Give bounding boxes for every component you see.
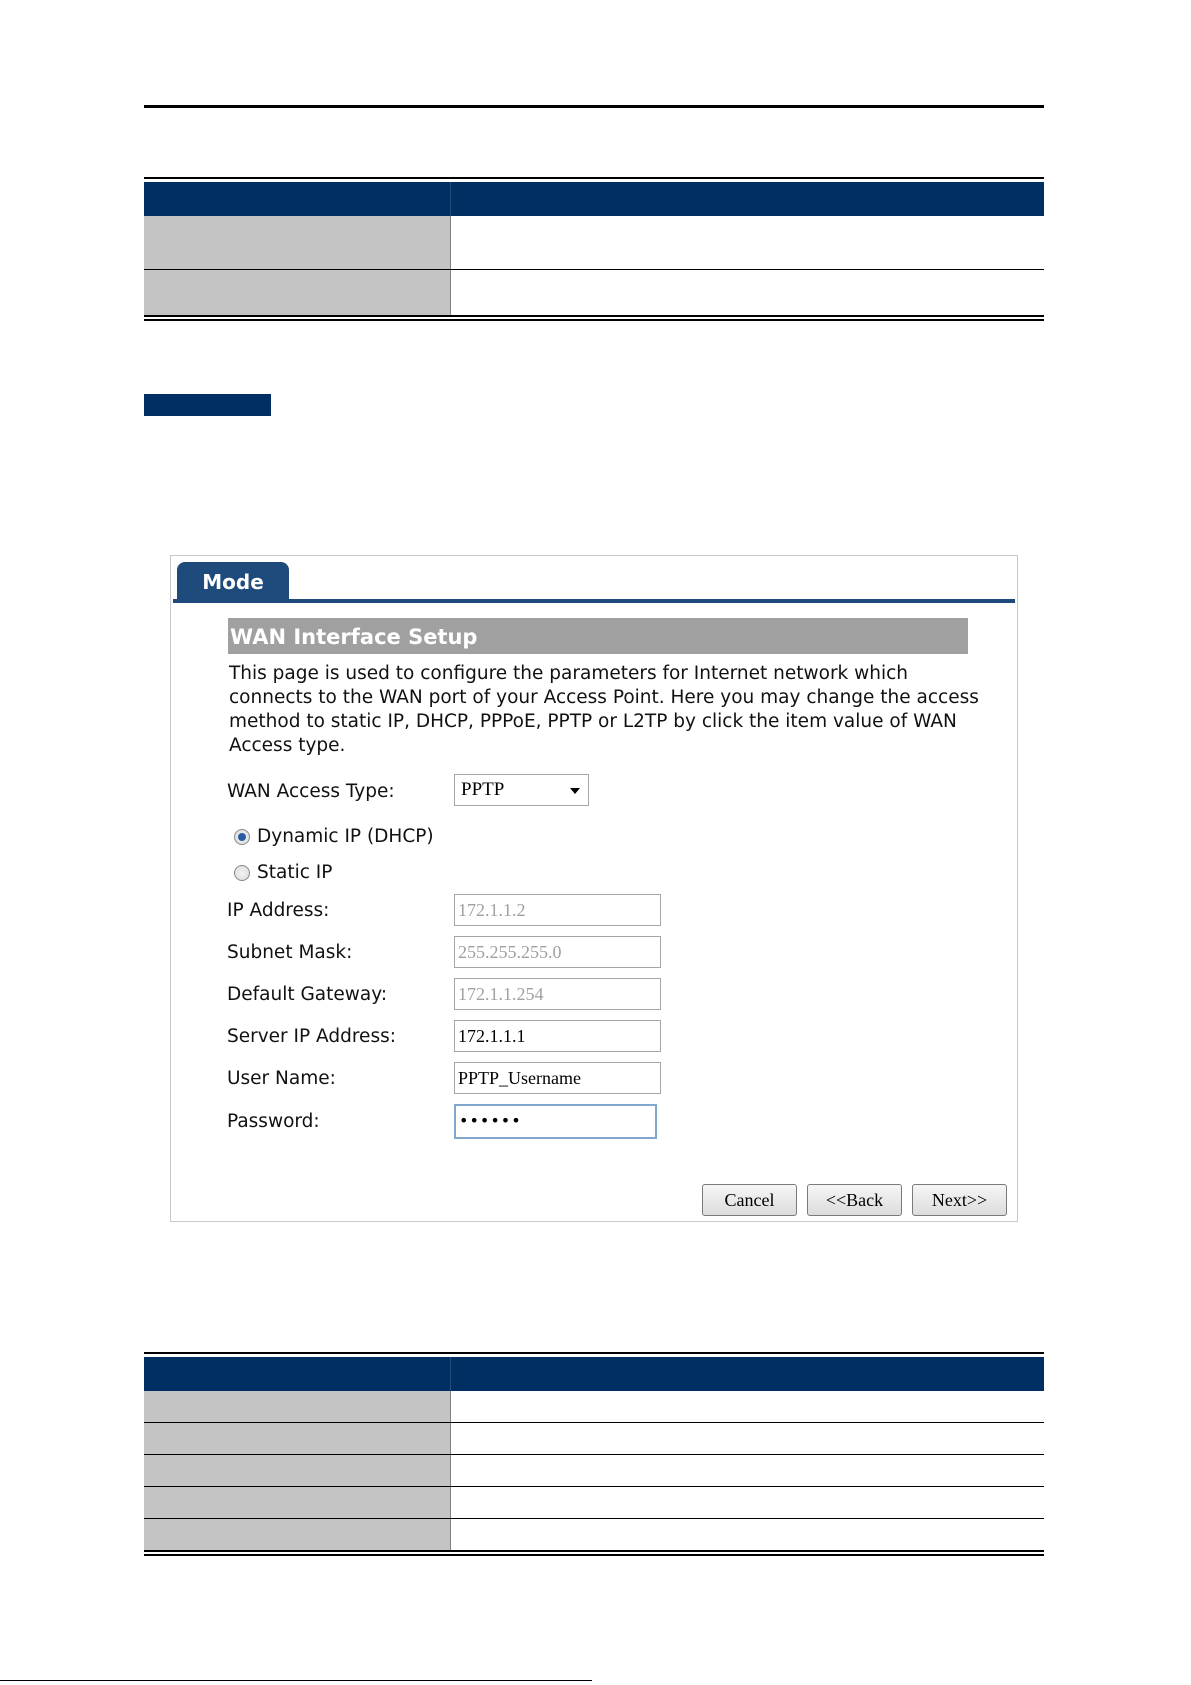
table-cell [144,216,451,269]
table-row [144,1519,1044,1550]
subnet-mask-input[interactable]: 255.255.255.0 [454,936,661,968]
table-bottom-rule [144,1550,1044,1552]
table-row [144,1391,1044,1423]
table-top-rule [144,1352,1044,1354]
wan-access-type-label: WAN Access Type: [227,781,395,802]
table-cell [451,1391,1044,1422]
page-description: This page is used to configure the parameters for Internet network which connects to the WAN port of your Access Point. Here you may change the access method to static IP, DHCP, PPPoE, PPTP or L2TP by click the item value of WAN Access type. [229,663,979,756]
radio-static-ip-label: Static IP [257,862,333,883]
table-header-cell [144,182,451,216]
table-top-rule [144,177,1044,179]
wan-setup-screenshot [170,555,1018,1222]
default-gateway-input[interactable]: 172.1.1.254 [454,978,661,1010]
table-cell [451,1519,1044,1550]
radio-static-ip[interactable] [234,865,250,881]
default-gateway-label: Default Gateway: [227,984,388,1005]
page-header-rule [144,105,1044,108]
tab-mode[interactable]: Mode [177,562,289,599]
table-cell [144,1519,451,1550]
subnet-mask-label: Subnet Mask: [227,942,353,963]
table-row [144,216,1044,270]
table-cell [144,1423,451,1454]
server-ip-input[interactable]: 172.1.1.1 [454,1020,661,1052]
table-cell [451,1455,1044,1486]
radio-dynamic-ip-label: Dynamic IP (DHCP) [257,826,434,847]
table-cell [451,1423,1044,1454]
table-bottom-rule [144,315,1044,317]
wan-access-type-value: PPTP [461,779,505,800]
table-row [144,1423,1044,1455]
next-button[interactable]: Next>> [912,1184,1007,1216]
table-header-row [144,1357,1044,1391]
table-cell [144,1391,451,1422]
table-row [144,1487,1044,1519]
table-bottom-rule [144,1554,1044,1556]
table-cell [451,270,1044,315]
table-cell [451,1487,1044,1518]
table-row [144,270,1044,315]
footer-rule [0,1680,592,1681]
table-row [144,1455,1044,1487]
user-name-label: User Name: [227,1068,336,1089]
section-label-block [144,394,271,416]
table-cell [144,270,451,315]
password-input[interactable]: •••••• [454,1104,657,1139]
ip-address-label: IP Address: [227,900,330,921]
bottom-table [144,1352,1044,1556]
password-label: Password: [227,1111,320,1132]
wan-access-type-select[interactable] [454,774,589,806]
server-ip-label: Server IP Address: [227,1026,396,1047]
back-button[interactable]: <<Back [807,1184,902,1216]
table-header-row [144,182,1044,216]
table-header-cell [144,1357,451,1391]
tab-underline [173,599,1015,603]
page-title: WAN Interface Setup [228,618,968,654]
cancel-button[interactable]: Cancel [702,1184,797,1216]
table-cell [451,216,1044,269]
radio-dynamic-ip[interactable] [234,829,250,845]
table-bottom-rule [144,319,1044,321]
user-name-input[interactable]: PPTP_Username [454,1062,661,1094]
top-table [144,177,1044,321]
ip-address-input[interactable]: 172.1.1.2 [454,894,661,926]
chevron-down-icon [570,788,580,794]
table-cell [144,1455,451,1486]
table-cell [144,1487,451,1518]
